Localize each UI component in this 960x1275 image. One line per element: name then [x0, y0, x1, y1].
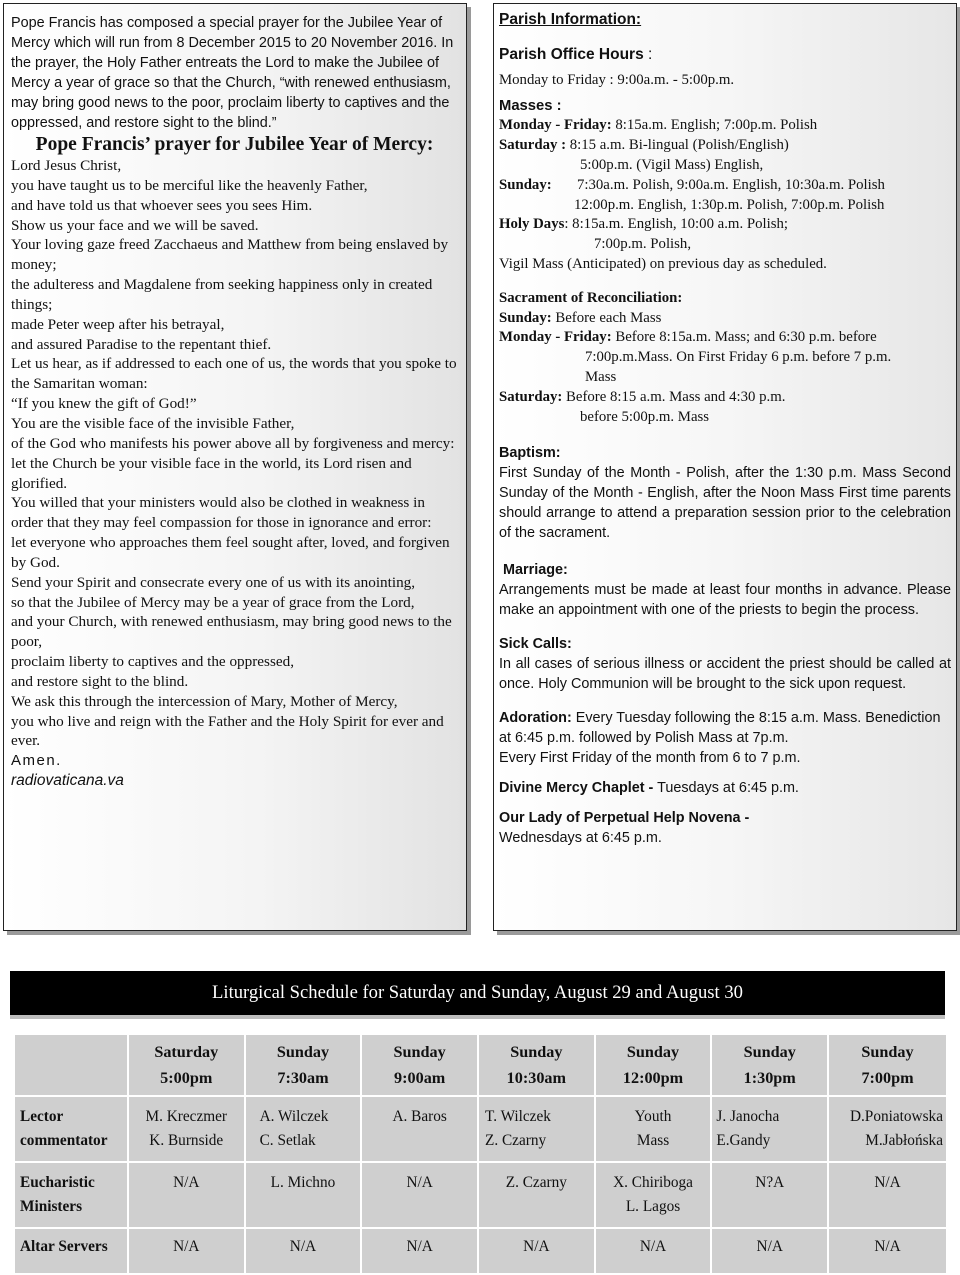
schedule-column-header [828, 1034, 947, 1096]
column-time: 5:00pm [160, 1069, 213, 1087]
schedule-cell [828, 1096, 947, 1162]
schedule-cell [128, 1096, 245, 1162]
prayer-line: of the God who manifests his power above all by forgiveness and mercy: [11, 434, 455, 452]
cell-line: N/A [173, 1174, 200, 1191]
cell-line: T. Wilczek [484, 1108, 551, 1125]
schedule-cell [711, 1096, 828, 1162]
schedule-cell [245, 1162, 362, 1228]
masses-label: Masses : [499, 97, 562, 114]
prayer-text [11, 156, 458, 751]
cell-line: N/A [523, 1238, 550, 1255]
column-time: 7:00pm [861, 1069, 914, 1087]
prayer-panel [3, 3, 467, 931]
column-time: 1:30pm [743, 1069, 796, 1087]
adoration-text [499, 708, 951, 748]
prayer-line: you who live and reign with the Father and the Holy Spirit for ever and ever. [11, 712, 444, 750]
table-row [14, 1228, 947, 1274]
cell-line: N/A [173, 1238, 200, 1255]
cell-line: N?A [755, 1174, 785, 1191]
prayer-line: and your Church, with renewed enthusiasm, may bring good news to the poor, [11, 613, 452, 651]
chaplet-text [499, 778, 951, 798]
table-row [14, 1096, 947, 1162]
parish-info-title: Parish Information: [499, 11, 642, 28]
recon-mf-2: 7:00p.m.Mass. On First Friday 6 p.m. before 7 p.m. [585, 349, 892, 366]
cell-line: C. Setlak [259, 1132, 316, 1149]
recon-sat-2: before 5:00p.m. Mass [580, 408, 710, 425]
schedule-column-header [478, 1034, 595, 1096]
marriage-title: Marriage: [503, 562, 568, 579]
schedule-table [13, 1033, 948, 1275]
chaplet-label: Divine Mercy Chaplet - [499, 780, 654, 797]
recon-mf [499, 328, 951, 348]
marriage-text: Arrangements must be made at least four months in advance. Please make an appointment with one of the priests to begin the process. [499, 582, 951, 619]
baptism-text: First Sunday of the Month - Polish, after the 1:30 p.m. Mass Second Sunday of the Month - English, after the Noon Mass First time parents should arrange to attend a preparation session prior to the celebration of the sacrament. [499, 465, 951, 542]
prayer-line: “If you knew the gift of God!” [11, 395, 197, 413]
prayer-line: We ask this through the intercession of Mary, Mother of Mercy, [11, 692, 398, 710]
prayer-line: proclaim liberty to captives and the oppressed, [11, 653, 294, 671]
cell-line: N/A [756, 1238, 783, 1255]
recon-sat [499, 388, 951, 408]
holydays-value-2: 7:00p.m. Polish, [594, 236, 692, 253]
cell-line: K. Burnside [149, 1132, 224, 1149]
column-day: Sunday [743, 1043, 796, 1061]
column-time: 9:00am [394, 1069, 446, 1087]
masses-sat-label: Saturday : [499, 137, 567, 154]
schedule-title: Liturgical Schedule for Saturday and Sunday, August 29 and August 30 [10, 971, 945, 1019]
schedule-cell [711, 1162, 828, 1228]
prayer-line: made Peter weep after his betrayal, [11, 315, 225, 333]
holydays-label: Holy Days [499, 216, 565, 233]
column-day: Sunday [510, 1043, 563, 1061]
parish-info-panel [493, 3, 957, 931]
masses-heading [499, 97, 951, 117]
source-credit: radiovaticana.va [11, 772, 124, 790]
schedule-cell [595, 1228, 712, 1274]
column-time: 12:00pm [622, 1069, 684, 1087]
cell-line: X. Chiriboga [613, 1174, 693, 1191]
prayer-line: so that the Jubilee of Mercy may be a year of grace from the Lord, [11, 593, 415, 611]
prayer-line: let the Church be your visible face in the world, its Lord risen and glorified. [11, 454, 412, 492]
sick-title: Sick Calls: [499, 636, 572, 653]
masses-sun [499, 176, 951, 196]
cell-line: Youth [634, 1108, 672, 1125]
schedule-cell [595, 1096, 712, 1162]
masses-holydays [499, 215, 951, 235]
reconciliation-heading [499, 289, 951, 309]
cell-line: M. Kreczmer [145, 1108, 228, 1125]
cell-line: N/A [406, 1238, 433, 1255]
column-day: Sunday [393, 1043, 446, 1061]
schedule-cell [128, 1228, 245, 1274]
masses-sun-label: Sunday: [499, 176, 552, 193]
office-hours-colon: : [643, 46, 653, 63]
cell-line: N/A [874, 1238, 901, 1255]
sick-heading [499, 634, 951, 654]
prayer-line: Show us your face and we will be saved. [11, 216, 259, 234]
prayer-line: and assured Paradise to the repentant thief. [11, 335, 272, 353]
cell-line: A. Baros [392, 1108, 447, 1125]
cell-line: L. Michno [270, 1174, 336, 1191]
column-day: Saturday [154, 1043, 219, 1061]
row-label-line: Ministers [20, 1198, 83, 1215]
reconciliation-title: Sacrament of Reconciliation: [499, 289, 683, 306]
recon-mf-label: Monday - Friday: [499, 329, 612, 346]
office-hours-value: Monday to Friday : 9:00a.m. - 5:00p.m. [499, 71, 735, 88]
masses-sun-value: 7:30a.m. Polish, 9:00a.m. English, 10:30a.m. Polish [577, 176, 885, 193]
schedule-corner-cell [14, 1034, 128, 1096]
schedule-cell [361, 1162, 478, 1228]
office-hours-heading [499, 45, 951, 65]
row-label-line: Eucharistic [20, 1174, 95, 1191]
prayer-line: and restore sight to the blind. [11, 672, 189, 690]
cell-line: N/A [289, 1238, 317, 1255]
prayer-line: Your loving gaze freed Zacchaeus and Matthew from being enslaved by money; [11, 236, 449, 274]
prayer-line: you have taught us to be merciful like the heavenly Father, [11, 176, 368, 194]
masses-sat-2: 5:00p.m. (Vigil Mass) English, [580, 156, 764, 173]
recon-sat-value: Before 8:15 a.m. Mass and 4:30 p.m. [562, 388, 786, 405]
schedule-cell [245, 1228, 362, 1274]
prayer-line: the adulteress and Magdalene from seeking happiness only in created things; [11, 276, 433, 313]
schedule-column-header [595, 1034, 712, 1096]
cell-line: D.Poniatowska [849, 1108, 943, 1125]
intro-paragraph: Pope Francis has composed a special prayer for the Jubilee Year of Mercy which will run from 8 December 2015 to 20 November 2016. In the prayer, the Holy Father entreats the Lord to make the Jubilee of Mercy a year of grace so that the Church, “with renewed enthusiasm, may bring good news to the poor, proclaim liberty to captives and the oppressed, and restore sight to the blind.” [11, 15, 454, 131]
recon-mf-value: Before 8:15a.m. Mass; and 6:30 p.m. before [611, 329, 877, 346]
cell-line: L. Lagos [625, 1198, 681, 1215]
schedule-column-header [245, 1034, 362, 1096]
cell-line: Mass [636, 1132, 670, 1149]
marriage-heading [499, 560, 951, 580]
schedule-cell [245, 1096, 362, 1162]
cell-line: Z. Czarny [484, 1132, 547, 1149]
prayer-line: Let us hear, as if addressed to each one of us, the words that you spoke to the Samaritan woman: [11, 355, 457, 393]
row-label-line: Lector [20, 1108, 64, 1125]
holydays-value: : 8:15a.m. English, 10:00 a.m. Polish; [564, 216, 788, 233]
schedule-cell [361, 1228, 478, 1274]
novena-label: Our Lady of Perpetual Help Novena - [499, 810, 750, 827]
schedule-cell [595, 1162, 712, 1228]
prayer-line: You willed that your ministers would also be clothed in weakness in order that they may feel compassion for those in ignorance and error: [11, 494, 432, 532]
novena-heading [499, 808, 951, 828]
cell-line: E.Gandy [716, 1132, 771, 1149]
schedule-cell [478, 1228, 595, 1274]
prayer-line: Send your Spirit and consecrate every one of us with its anointing, [11, 573, 416, 591]
row-label-line: commentator [20, 1132, 108, 1149]
recon-sun-label: Sunday: [499, 309, 552, 326]
adoration-value: Every Tuesday following the 8:15 a.m. Mass. Benediction at 6:45 p.m. followed by Polish Mass at 7p.m. [499, 710, 941, 747]
cell-line: A. Wilczek [259, 1108, 329, 1125]
vigil-note: Vigil Mass (Anticipated) on previous day as scheduled. [499, 255, 827, 272]
schedule-cell [361, 1096, 478, 1162]
masses-mf-label: Monday - Friday: [499, 117, 612, 134]
column-time: 10:30am [506, 1069, 566, 1087]
adoration-text-2: Every First Friday of the month from 6 to 7 p.m. [499, 750, 801, 767]
schedule-column-header [361, 1034, 478, 1096]
masses-sat [499, 136, 951, 156]
prayer-line: let everyone who approaches them feel sought after, loved, and forgiven by God. [11, 534, 450, 571]
cell-line: N/A [874, 1174, 901, 1191]
cell-line: Z. Czarny [505, 1174, 567, 1191]
recon-mf-3: Mass [585, 368, 617, 385]
schedule-column-header [711, 1034, 828, 1096]
table-row [14, 1162, 947, 1228]
column-time: 7:30am [277, 1069, 329, 1087]
recon-sun [499, 309, 951, 329]
baptism-heading [499, 443, 951, 463]
recon-sun-value: Before each Mass [551, 309, 662, 326]
prayer-line: You are the visible face of the invisible Father, [11, 414, 295, 432]
masses-mf [499, 116, 951, 136]
row-label [14, 1162, 128, 1228]
row-label [14, 1096, 128, 1162]
adoration-label: Adoration: [499, 710, 572, 727]
prayer-title: Pope Francis’ prayer for Jubilee Year of Mercy: [35, 134, 434, 155]
masses-sun-2: 12:00p.m. English, 1:30p.m. Polish, 7:00p.m. Polish [574, 196, 885, 213]
schedule-cell [478, 1096, 595, 1162]
schedule-cell [478, 1162, 595, 1228]
baptism-title: Baptism: [499, 445, 561, 462]
row-label-line: Altar Servers [20, 1238, 108, 1255]
prayer-line: Lord Jesus Christ, [11, 157, 122, 174]
cell-line: N/A [639, 1238, 667, 1255]
column-day: Sunday [276, 1043, 330, 1061]
office-hours-label: Parish Office Hours [499, 46, 644, 63]
recon-sat-label: Saturday: [499, 388, 563, 405]
row-label [14, 1228, 128, 1274]
prayer-line: and have told us that whoever sees you sees Him. [11, 196, 313, 214]
cell-line: M.Jabłońska [865, 1132, 943, 1149]
schedule-cell [128, 1162, 245, 1228]
sick-text: In all cases of serious illness or accident the priest should be called at once. Holy Communion will be brought to the sick upon request. [499, 656, 951, 693]
schedule-column-header [128, 1034, 245, 1096]
cell-line: N/A [406, 1174, 433, 1191]
schedule-header-row [14, 1034, 947, 1096]
schedule-cell [828, 1228, 947, 1274]
schedule-cell [828, 1162, 947, 1228]
chaplet-value: Tuesdays at 6:45 p.m. [653, 780, 799, 797]
masses-sat-value: 8:15 a.m. Bi-lingual (Polish/English) [566, 137, 789, 154]
schedule-cell [711, 1228, 828, 1274]
cell-line: J. Janocha [716, 1108, 780, 1125]
column-day: Sunday [861, 1043, 914, 1061]
novena-text: Wednesdays at 6:45 p.m. [499, 830, 662, 847]
column-day: Sunday [626, 1043, 680, 1061]
amen-text: Amen. [11, 752, 62, 770]
masses-mf-value: 8:15a.m. English; 7:00p.m. Polish [611, 117, 818, 134]
